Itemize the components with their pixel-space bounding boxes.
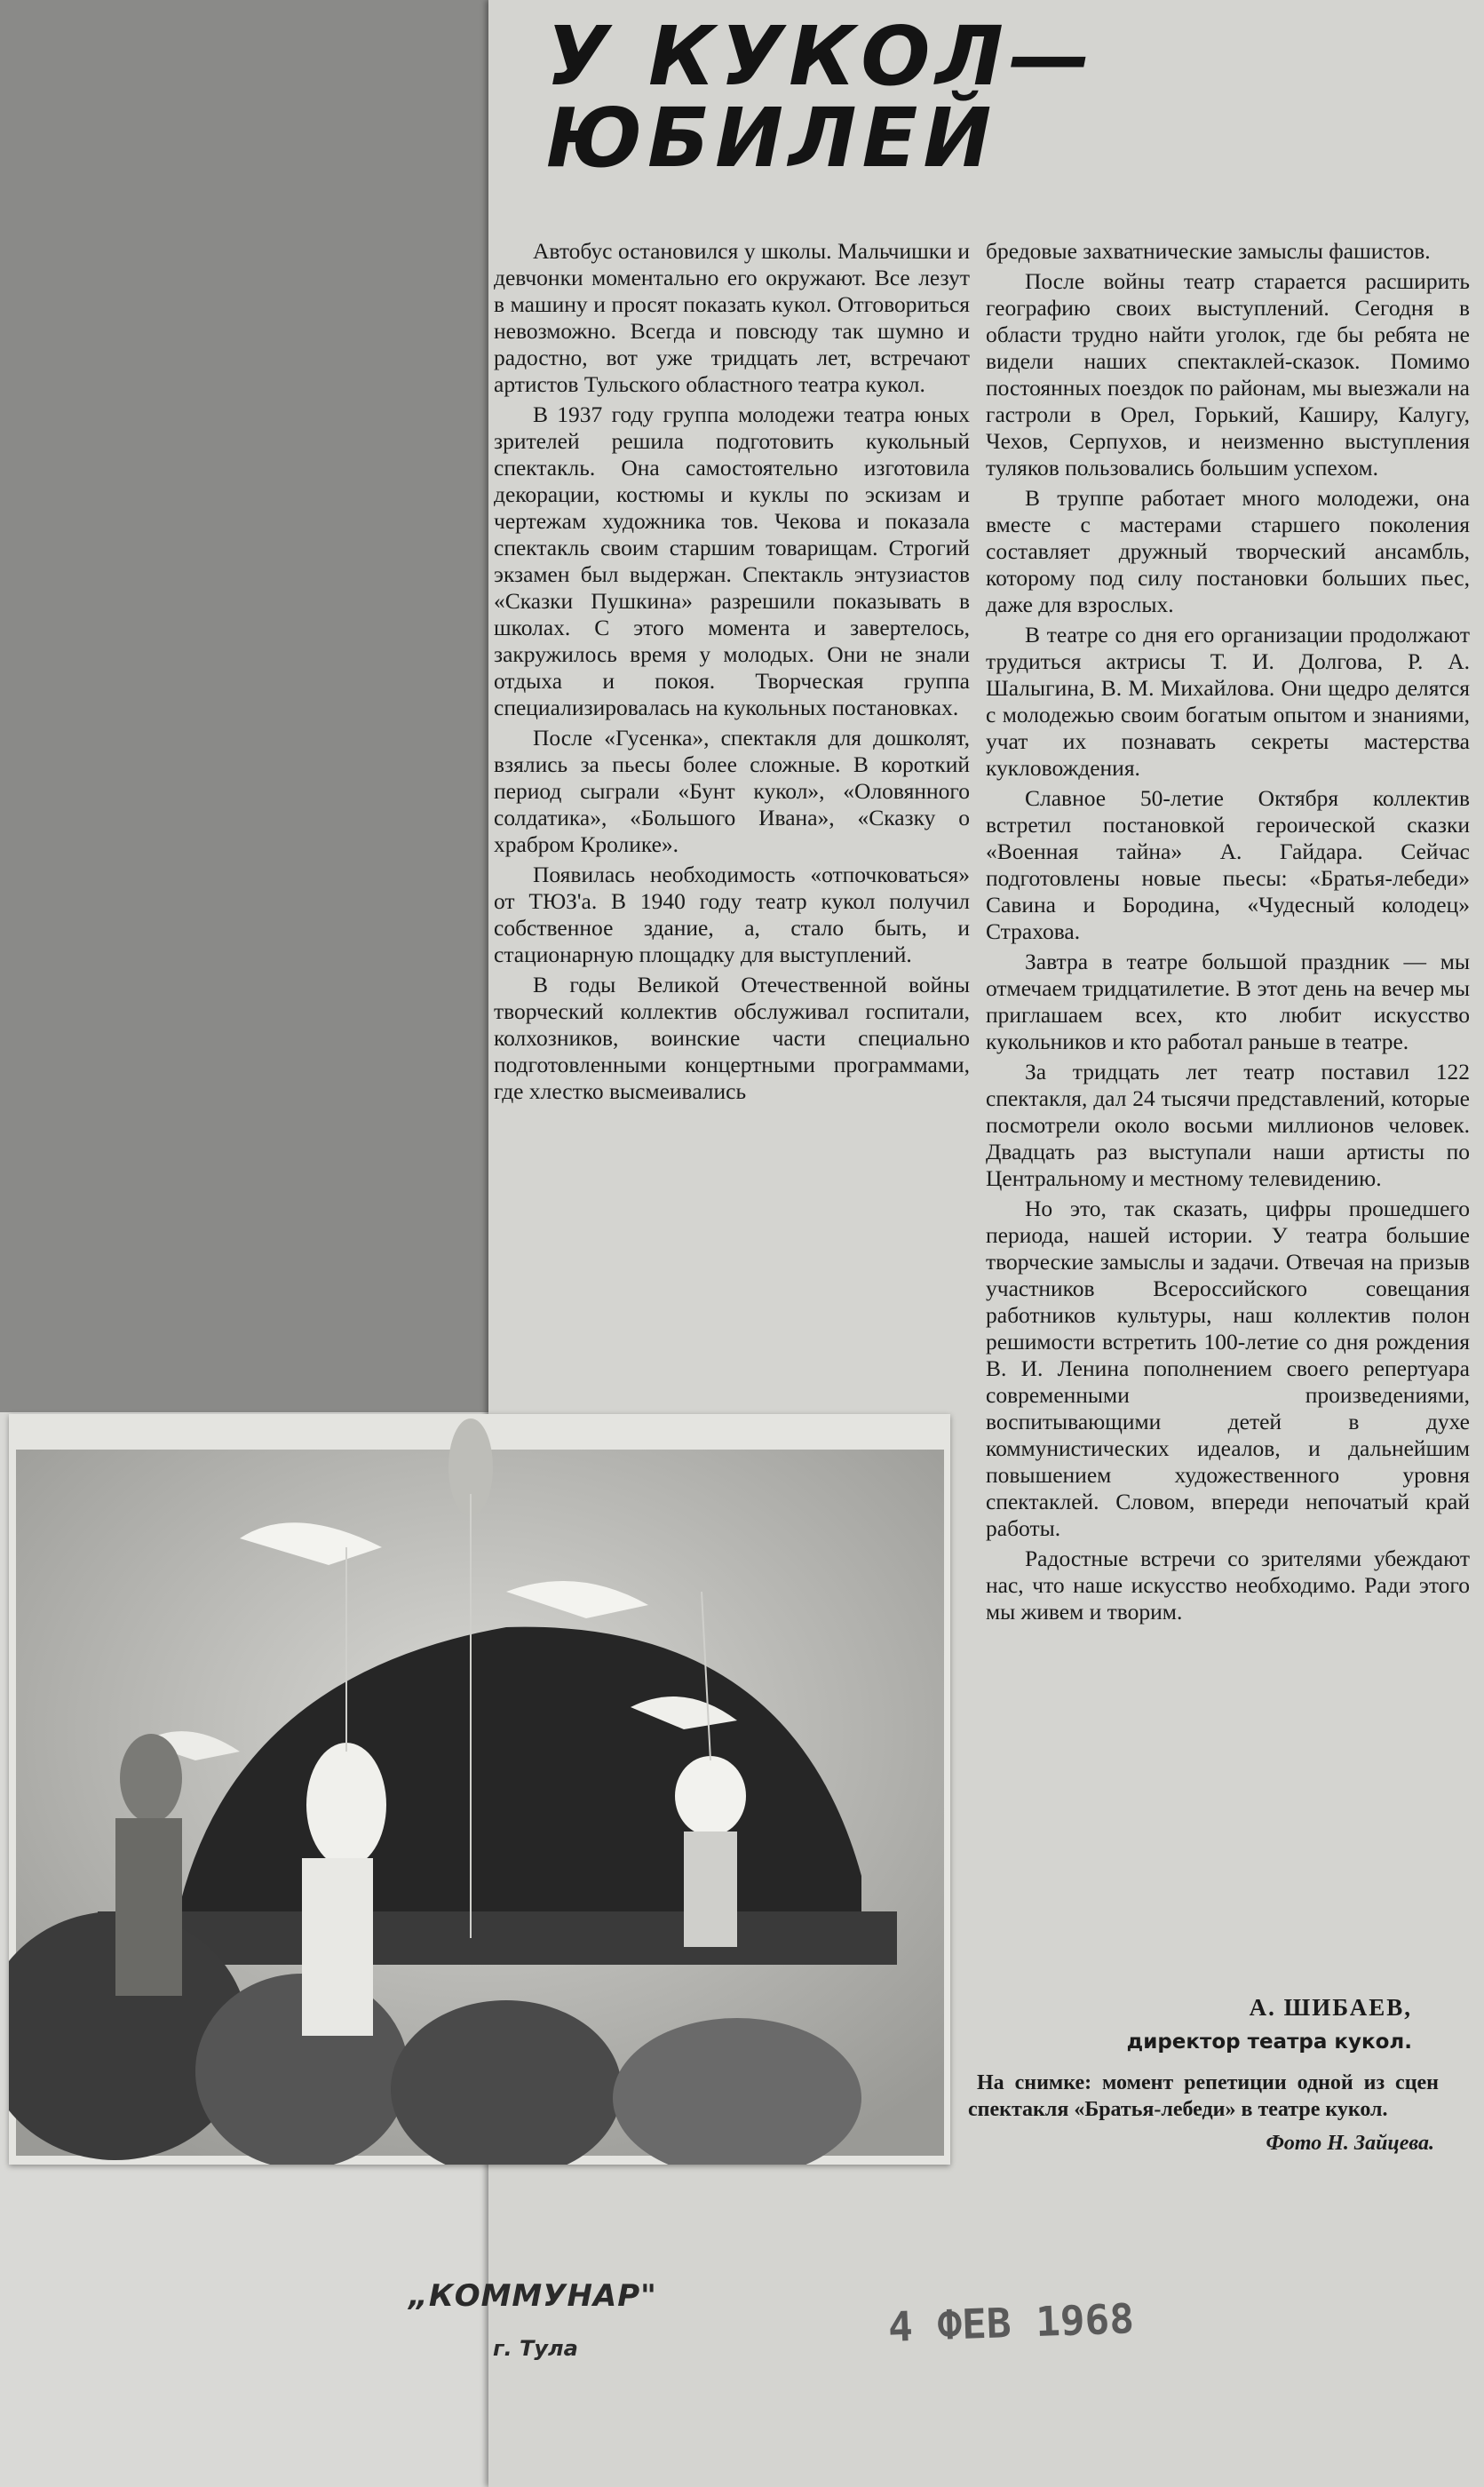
paragraph: Радостные встречи со зрителями убеждают нас, что наше искусство необходимо. Ради этого мы живем и творим. bbox=[986, 1545, 1470, 1625]
paragraph: Завтра в театре большой праздник — мы отмечаем тридцатилетие. В этот день на вечер мы приглашаем всех, кто любит искусство кукольников и кто работал раньше в театре. bbox=[986, 949, 1470, 1054]
paragraph: бредовые захватнические замыслы фашистов. bbox=[986, 238, 1431, 264]
paragraph: После «Гусенка», спектакля для дошколят, взялись за пьесы более сложные. В короткий период сыграли «Бунт кукол», «Оловянного солдатика», «Большого Ивана», «Сказку о храбром Кролике». bbox=[494, 725, 970, 857]
article-column-left bbox=[494, 238, 970, 1108]
photo-caption bbox=[968, 2070, 1439, 2157]
author-name: А. ШИБАЕВ, bbox=[1249, 1994, 1412, 2021]
paragraph: Славное 50-летие Октября коллектив встретил постановкой героической сказки «Военная тайна» А. Гайдара. Сейчас подготовлены новые пьесы: «Братья-лебеди» Савина и Бородина, «Чудесный колодец» Страхова. bbox=[986, 785, 1470, 944]
rehearsal-photo bbox=[9, 1414, 950, 2165]
date-stamp: 4 ФЕВ 1968 bbox=[887, 2294, 1135, 2351]
newspaper-name: „КОММУНАР" bbox=[409, 2278, 657, 2314]
paragraph: Но это, так сказать, цифры прошедшего периода, нашей истории. У театра большие творческие замыслы и задачи. Отвечая на призыв участников Всероссийского совещания работников культуры, наш коллектив полон решимости встретить 100-летие со дня рождения В. И. Ленина пополнением своего репертуара современными произведениями, воспитывающими детей в духе коммунистических идеалов, и дальнейшим повышением художественного уровня спектаклей. Словом, впереди непочатый край работы. bbox=[986, 1196, 1470, 1541]
author-title: директор театра кукол. bbox=[1126, 2030, 1412, 2054]
headline-line-2: ЮБИЛЕЙ bbox=[546, 91, 997, 186]
headline bbox=[546, 9, 1221, 186]
paragraph: Автобус остановился у школы. Мальчишки и девчонки моментально его окружают. Все лезут в машину и просят показать кукол. Отговориться невозможно. Всегда и повсюду так шумно и радостно, вот уже тридцать лет, встречают артистов Тульского областного театра кукол. bbox=[494, 238, 970, 397]
caption-text: На снимке: момент репетиции одной из сцен спектакля «Братья-лебеди» в театре кукол. bbox=[968, 2071, 1439, 2121]
puppet-stage-photo bbox=[9, 1414, 950, 2165]
signature-block bbox=[986, 1994, 1412, 2054]
paragraph: За тридцать лет театр поставил 122 спектакля, дал 24 тысячи представлений, которые посмотрели около восьми миллионов человек. Двадцать раз выступали наши артисты по Центральному и местному телевидению. bbox=[986, 1059, 1470, 1191]
headline-line-1: У КУКОЛ— bbox=[546, 9, 1096, 104]
paragraph: После войны театр старается расширить географию своих выступлений. Сегодня в области трудно найти уголок, где бы ребята не видели наших спектаклей-сказок. Помимо постоянных поездок по районам, мы выезжали на гастроли в Орел, Горький, Каширу, Калугу, Чехов, Серпухов, и неизменно выступления туляков пользовались большим успехом. bbox=[986, 268, 1470, 481]
background-board bbox=[0, 0, 497, 1412]
newspaper-city: г. Тула bbox=[493, 2336, 578, 2361]
paragraph: В годы Великой Отечественной войны творческий коллектив обслуживал госпитали, колхозников, воинские части специально подготовленными концертными программами, где хлестко высмеивались bbox=[494, 972, 970, 1104]
photo-credit: Фото Н. Зайцева. bbox=[1266, 2132, 1434, 2155]
paragraph: Появилась необходимость «отпочковаться» от ТЮЗ'а. В 1940 году театр кукол получил собственное здание, а, стало быть, и стационарную площадку для выступлений. bbox=[494, 862, 970, 967]
paragraph: В труппе работает много молодежи, она вместе с мастерами старшего поколения составляет дружный творческий ансамбль, которому под силу постановки больших пьес, даже для взрослых. bbox=[986, 485, 1470, 617]
paragraph: В 1937 году группа молодежи театра юных зрителей решила подготовить кукольный спектакль. Она самостоятельно изготовила декорации, костюмы и куклы по эскизам и чертежам художника тов. Чекова и показала спектакль своим старшим товарищам. Строгий экзамен был выдержан. Спектакль энтузиастов «Сказки Пушкина» разрешили показывать в школах. С этого момента и завертелось, закружилось время у молодых. Они не знали отдыха и покоя. Творческая группа специализировалась на кукольных постановках. bbox=[494, 401, 970, 720]
article-column-right bbox=[986, 238, 1470, 1629]
paragraph: В театре со дня его организации продолжают трудиться актрисы Т. И. Долгова, Р. А. Шалыгина, В. М. Михайлова. Они щедро делятся с молодежью своим богатым опытом и знаниями, учат их познавать секреты мастерства кукловождения. bbox=[986, 622, 1470, 781]
